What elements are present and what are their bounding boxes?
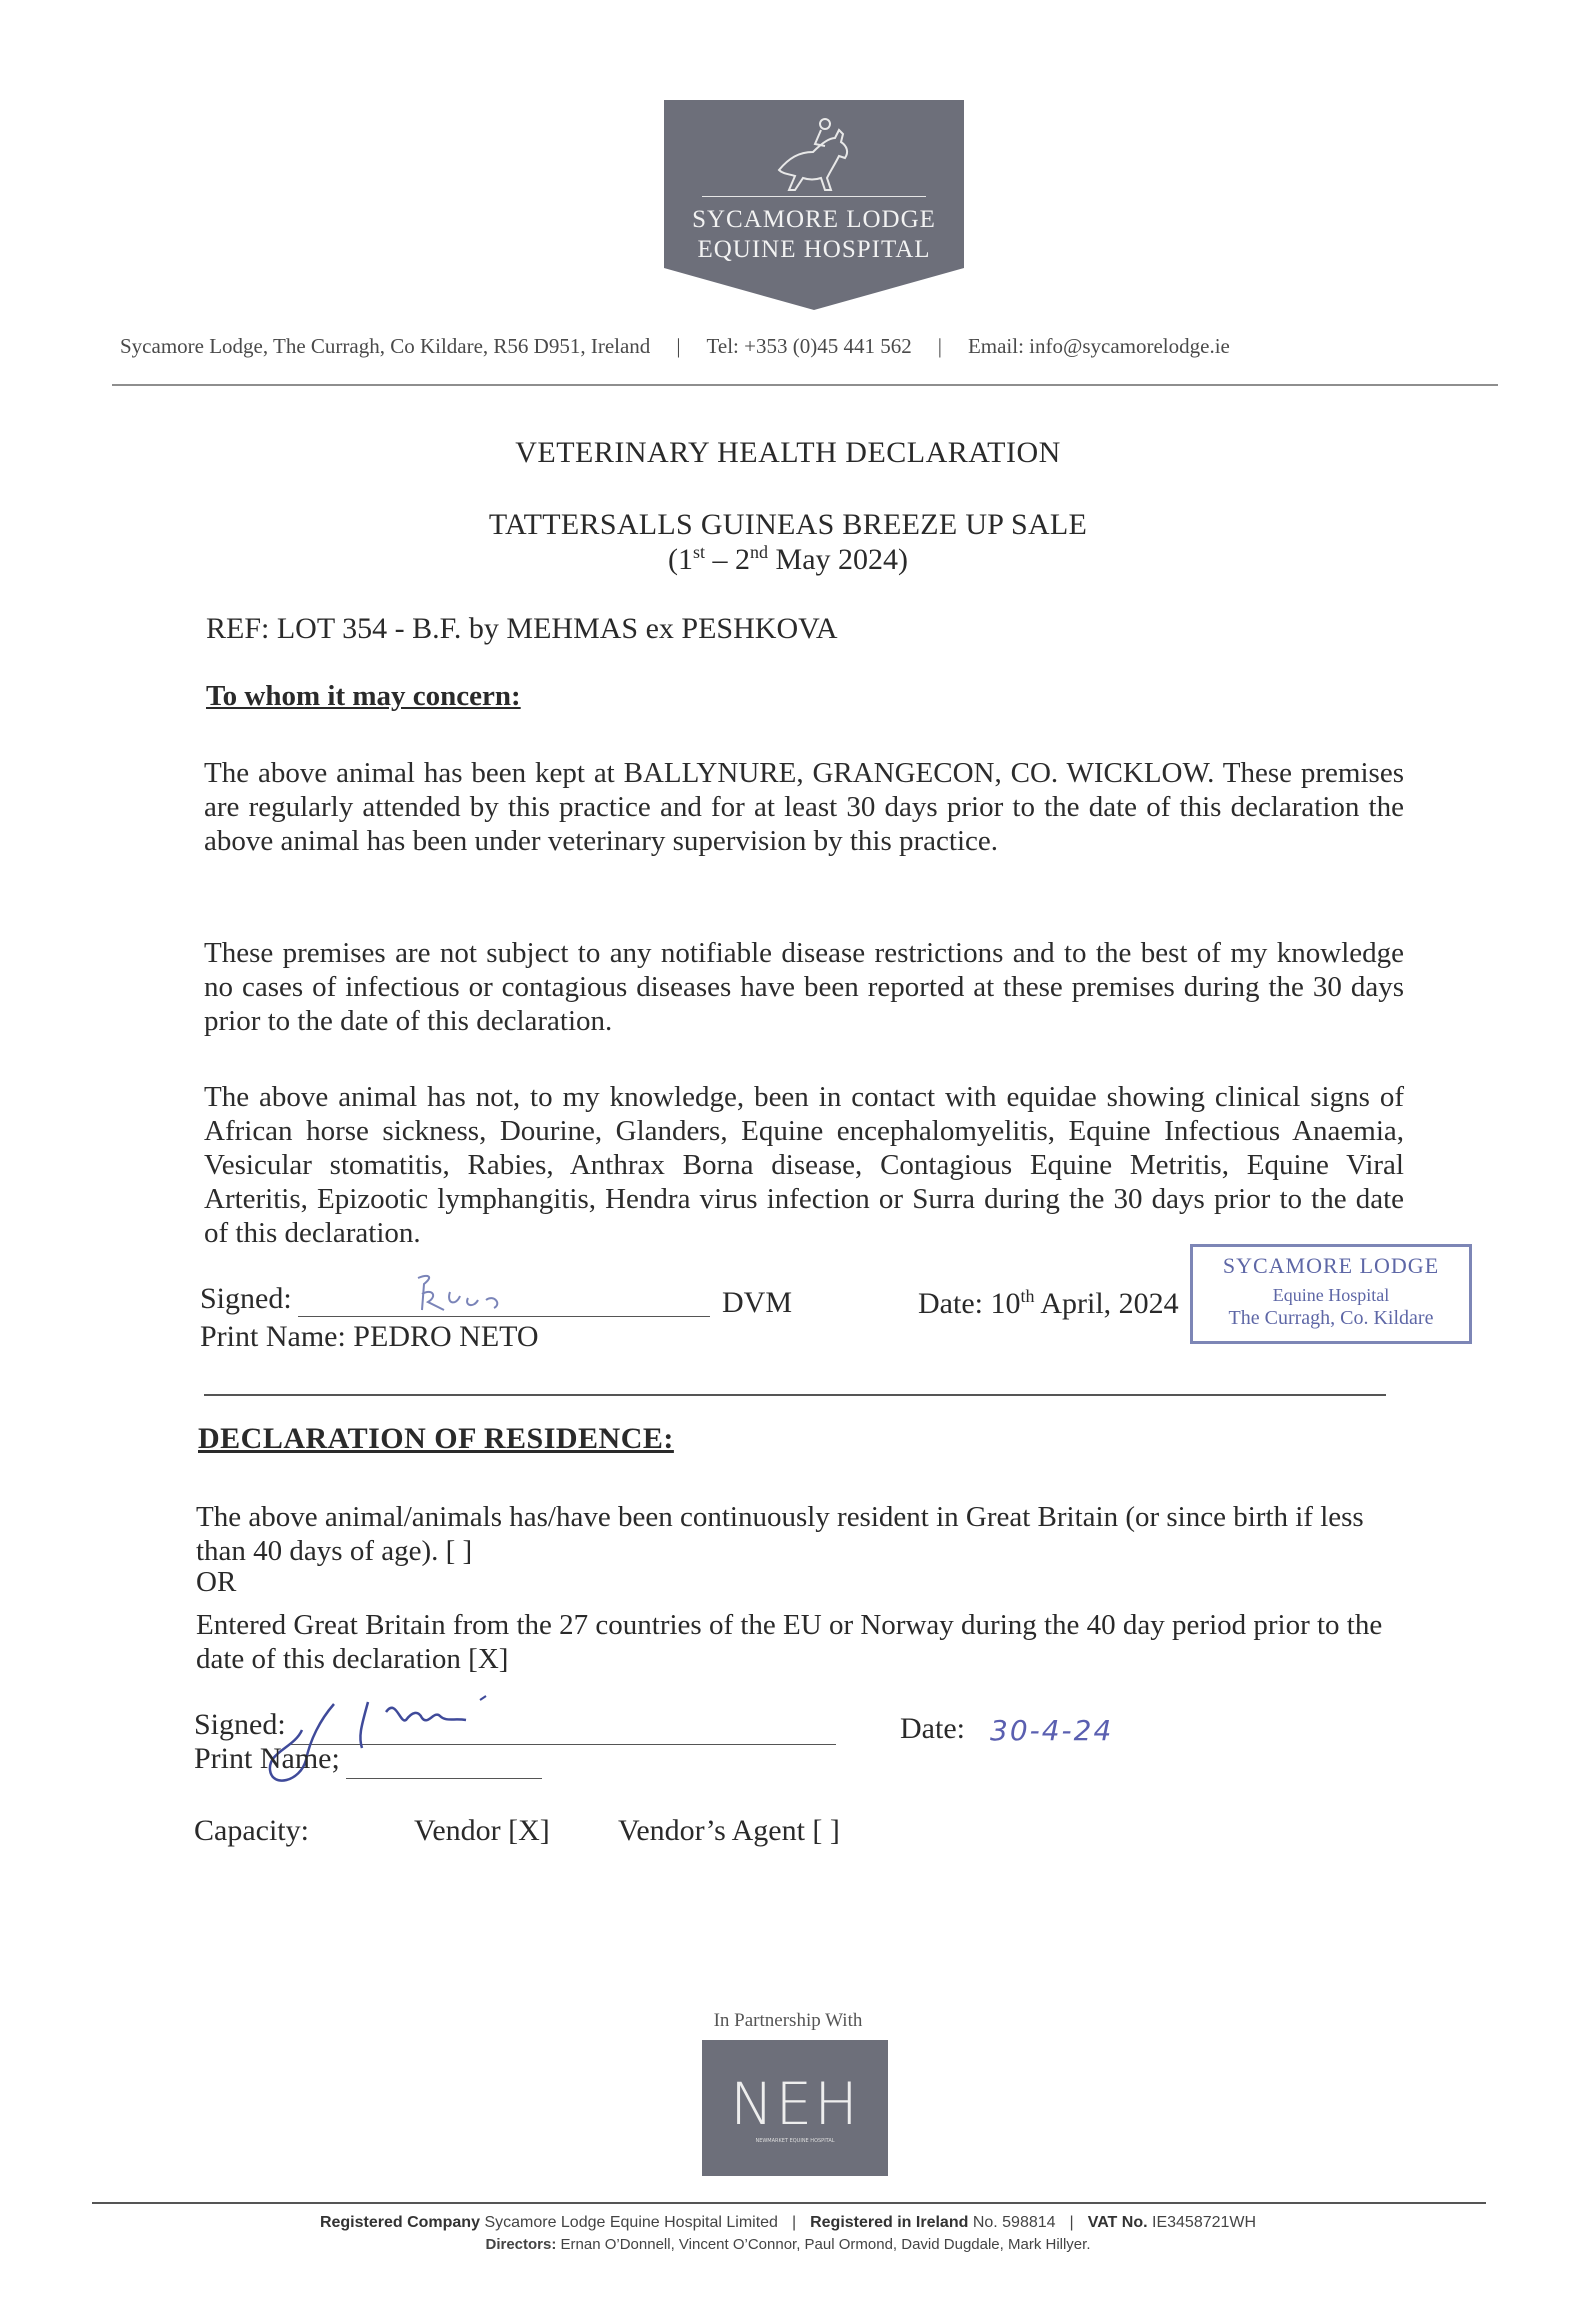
practice-stamp <box>1190 1244 1472 1344</box>
contact-line: Sycamore Lodge, The Curragh, Co Kildare, R56 D951, Ireland | Tel: +353 (0)45 441 562 | Email: info@sycamorelodge.ie <box>120 334 1230 358</box>
paragraph-diseases: The above animal has not, to my knowledge, been in contact with equidae showing clinical signs of African horse sickness, Dourine, Glanders, Equine encephalomyelitis, Equine Infectious Anaemia, Vesicular stomatitis, Rabies, Anthrax Borna disease, Contagious Equine Metritis, Equine Viral Arteritis, Epizootic lymphangitis, Hendra virus infection or Surra during the 30 days prior to the date of this declaration. <box>204 1081 1404 1249</box>
registration-line: Registered Company Sycamore Lodge Equine Hospital Limited | Registered in Ireland No. 598814 | VAT No. IE3458721WH <box>319 2214 1257 2231</box>
sale-dates: (1st – 2nd May 2024) <box>668 542 908 576</box>
salutation: To whom it may concern: <box>206 680 521 712</box>
vet-signature-scrawl <box>398 1270 528 1320</box>
residence-option-2: Entered Great Britain from the 27 countries of the EU or Norway during the 40 day period prior to the date of this declaration [X] <box>196 1609 1383 1675</box>
lot-reference: REF: LOT 354 - B.F. by MEHMAS ex PESHKOVA <box>206 612 838 645</box>
document-title: VETERINARY HEALTH DECLARATION <box>515 436 1061 469</box>
address: Sycamore Lodge, The Curragh, Co Kildare, R56 D951, Ireland <box>120 334 651 358</box>
telephone: Tel: +353 (0)45 441 562 <box>706 334 912 358</box>
logo-line-2: EQUINE HOSPITAL <box>697 236 931 263</box>
dvm-label: DVM <box>722 1286 793 1319</box>
vet-print-name: Print Name: PEDRO NETO <box>200 1320 539 1353</box>
neh-logo <box>702 2040 888 2176</box>
header-divider <box>112 384 1498 386</box>
paragraph-restrictions: These premises are not subject to any notifiable disease restrictions and to the best of my knowledge no cases of infectious or contagious diseases have been reported at these premises during the 30 days prior to the date of this declaration. <box>204 937 1404 1037</box>
directors-line: Directors: Ernan O’Donnell, Vincent O’Connor, Paul Ormond, David Dugdale, Mark Hillyer. <box>485 2236 1091 2253</box>
vendor-signed-label: Signed: <box>194 1708 286 1741</box>
neh-logo-text: NEH <box>730 2070 860 2138</box>
stamp-line-3: The Curragh, Co. Kildare <box>1228 1307 1434 1329</box>
vendor-print-name-label: Print Name; <box>194 1742 340 1775</box>
vendor-date-label: Date: <box>900 1712 965 1745</box>
logo-line-1: SYCAMORE LODGE <box>692 206 936 233</box>
logo-banner-point <box>664 268 964 310</box>
capacity-label: Capacity: <box>194 1814 309 1847</box>
residence-option-1: The above animal/animals has/have been continuously resident in Great Britain (or since birth if less than 40 days of age). [ ] <box>196 1501 1364 1567</box>
sale-name: TATTERSALLS GUINEAS BREEZE UP SALE <box>488 508 1088 541</box>
hospital-logo <box>664 100 964 268</box>
partnership-label: In Partnership With <box>713 2010 863 2031</box>
vet-signed-label: Signed: <box>200 1282 292 1315</box>
stamp-line-2: Equine Hospital <box>1272 1285 1390 1305</box>
paragraph-premises: The above animal has been kept at BALLYNURE, GRANGECON, CO. WICKLOW. These premises are regularly attended by this practice and for at least 30 days prior to the date of this declaration the above animal has been under veterinary supervision by this practice. <box>204 757 1404 857</box>
vendor-checkbox: Vendor [X] <box>414 1814 550 1847</box>
stamp-line-1: SYCAMORE LODGE <box>1222 1253 1440 1278</box>
footer-divider <box>92 2202 1486 2204</box>
section-divider <box>204 1394 1386 1396</box>
racehorse-icon <box>769 108 859 196</box>
vet-date: Date: 10th April, 2024 <box>918 1286 1179 1320</box>
vendor-print-name-line <box>346 1778 542 1779</box>
email: Email: info@sycamorelodge.ie <box>967 334 1230 358</box>
vendor-date-handwritten: 30-4-24 <box>990 1714 1114 1747</box>
residence-heading: DECLARATION OF RESIDENCE: <box>198 1422 674 1455</box>
residence-or: OR <box>196 1566 237 1598</box>
neh-logo-subtext: NEWMARKET EQUINE HOSPITAL <box>755 2138 835 2144</box>
vendor-agent-checkbox: Vendor’s Agent [ ] <box>618 1814 840 1847</box>
